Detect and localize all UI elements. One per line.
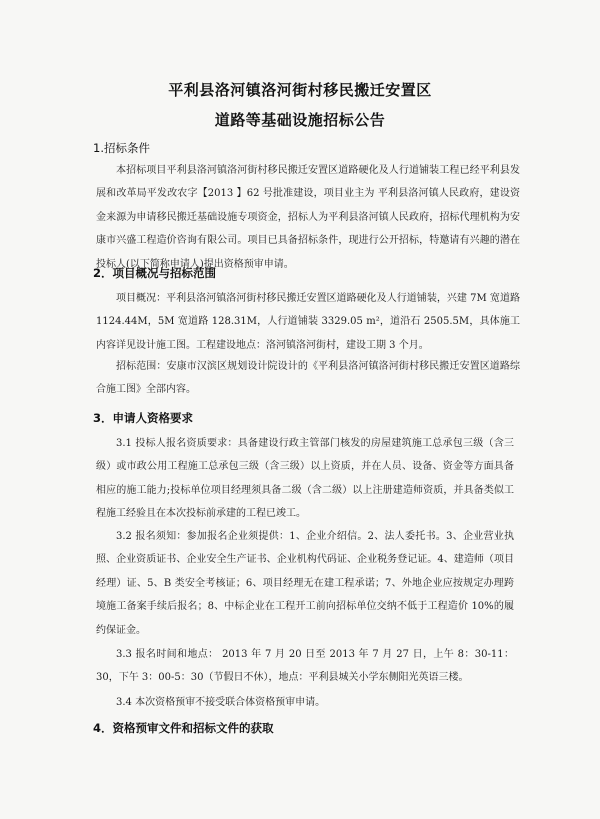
document-title-line1: 平利县洛河镇洛河街村移民搬迁安置区: [168, 81, 432, 99]
section-2-scope-paragraph: 招标范围：安康市汉滨区规划设计院设计的《平利县洛河镇洛河街村移民搬迁安置区道路综合施工图》全部内容。: [96, 361, 520, 396]
section-3-4-paragraph: 3.4 本次资格预审不接受联合体资格预审申请。: [116, 697, 326, 708]
section-4-heading: 4．资格预审文件和招标文件的获取: [93, 721, 274, 735]
section-3-heading: 3．申请人资格要求: [93, 411, 194, 425]
section-3-3-paragraph: 3.3 报名时间和地点： 2013 年 7 月 20 日至 2013 年 7 月 27 日，上午 8：30-11：30，下午 3：00-5：30（节假日不休），地点：平利县城关小学东侧阳光英语三楼。: [96, 649, 514, 684]
section-2-overview-paragraph: 项目概况：平利县洛河镇洛河街村移民搬迁安置区道路硬化及人行道铺装，兴建 7M 宽道路 1124.44M，5M 宽道路 128.31M，人行道铺装 3329.05 m²，道沿石 2505.5M，具体施工内容详见设计施工图。工程建设地点：洛河镇洛河街村，建设工期 3 个月。: [96, 293, 520, 351]
document-title-line2: 道路等基础设施招标公告: [214, 111, 386, 129]
section-1-heading: 1.招标条件: [93, 141, 150, 155]
section-3-1-paragraph: 3.1 投标人报名资质要求：具备建设行政主管部门核发的房屋建筑施工总承包三级（含三级）或市政公用工程施工总承包三级（含三级）以上资质，并在人员、设备、资金等方面具备相应的施工能力;投标单位项目经理须具备二级（含二级）以上注册建造师资质，并具备类似工程施工经验且在本次投标前承建的工程已竣工。: [96, 438, 514, 520]
section-2-heading: 2．项目概况与招标范围: [93, 266, 217, 280]
section-1-paragraph: 本招标项目平利县洛河镇洛河街村移民搬迁安置区道路硬化及人行道铺装工程已经平利县发展和改革局平发改农字【2013 】62 号批准建设，项目业主为 平利县洛河镇人民政府，建设资金来源为申请移民搬迁基础设施专项资金，招标人为平利县洛河镇人民政府，招标代理机构为安康市兴盛工程造价咨询有限公司。项目已具备招标条件，现进行公开招标，特邀请有兴趣的潜在投标人(以下简称申请人)提出资格预审申请。: [96, 165, 520, 270]
section-3-2-paragraph: 3.2 报名须知：参加报名企业须提供：1、企业介绍信。2、法人委托书。3、企业营业执照、企业资质证书、企业安全生产证书、企业机构代码证、企业税务登记证。4、建造师（项目经理）证、5、B 类安全考核证；6、项目经理无在建工程承诺；7、外地企业应按规定办理跨境施工备案手续后报名；8、中标企业在工程开工前向招标单位交纳不低于工程造价 10%的履约保证金。: [96, 531, 514, 636]
